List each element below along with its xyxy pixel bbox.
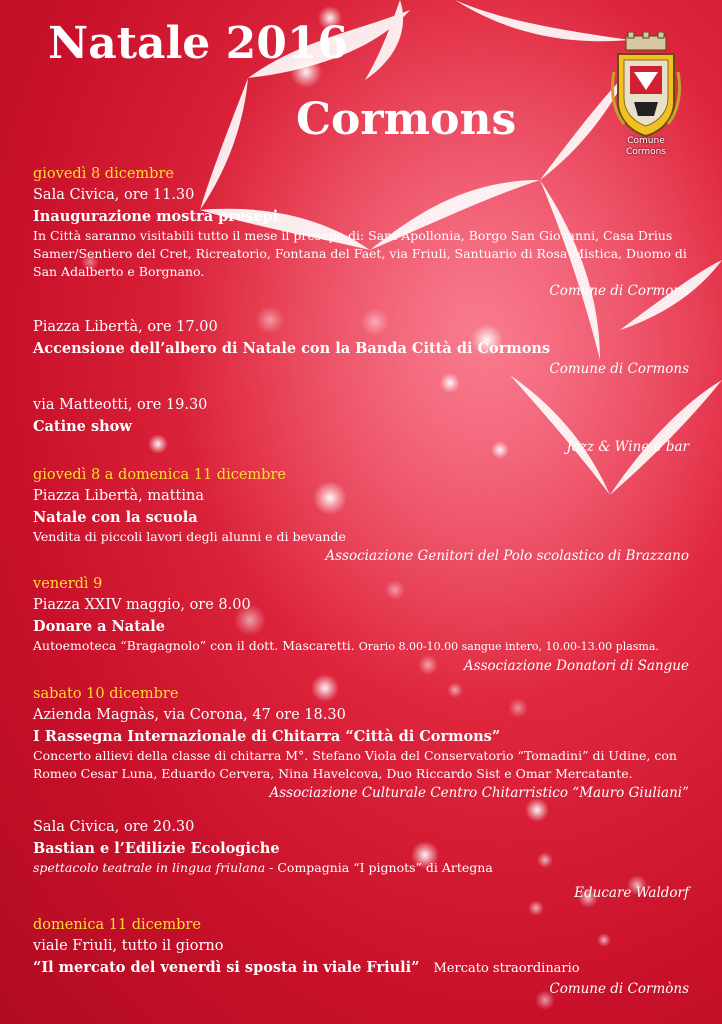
event-description-italic: spettacolo teatrale in lingua friulana: [33, 860, 266, 875]
event-item: [33, 574, 689, 676]
event-date: giovedì 8 dicembre: [33, 166, 174, 182]
event-organizer: Comune di Cormons: [549, 361, 689, 377]
event-title: Inaugurazione mostra presepi: [33, 208, 279, 225]
event-item: [33, 684, 689, 803]
event-organizer: Comune di Cormòns: [549, 981, 689, 997]
event-organizer: Associazione Genitori del Polo scolastico di Brazzano: [325, 548, 689, 564]
crest-label: Comune Cormons: [626, 136, 666, 157]
event-list: [33, 164, 689, 1007]
event-title: Bastian e l’Edilizie Ecologiche: [33, 840, 280, 857]
event-description: Vendita di piccoli lavori degli alunni e di bevande: [33, 529, 346, 544]
event-organizer: Educare Waldorf: [574, 885, 689, 901]
event-organizer: Associazione Culturale Centro Chitarristico “Mauro Giuliani”: [269, 785, 689, 801]
event-place: viale Friuli, tutto il giorno: [33, 938, 224, 954]
event-description-main: Autoemoteca “Bragagnolo” con il dott. Mascaretti.: [33, 638, 355, 653]
event-description: Concerto allievi della classe di chitarra M°. Stefano Viola del Conservatorio “Tomadini” di Udine, con Romeo Cesar Luna, Eduardo Cervera, Nina Havelcova, Duo Riccardo Sist e Omar Mercatante.: [33, 748, 677, 781]
event-item: [33, 465, 689, 566]
event-title: Accensione dell’albero di Natale con la Banda Città di Cormons: [33, 340, 551, 357]
event-title: “Il mercato del venerdì si sposta in viale Friuli”: [33, 959, 420, 976]
event-place: Piazza XXIV maggio, ore 8.00: [33, 597, 251, 613]
event-place: Piazza Libertà, mattina: [33, 488, 204, 504]
event-place: Sala Civica, ore 20.30: [33, 819, 195, 835]
event-item: [33, 817, 689, 903]
event-title: Donare a Natale: [33, 618, 166, 635]
event-date: domenica 11 dicembre: [33, 917, 201, 933]
event-title-extra: Mercato straordinario: [433, 961, 580, 976]
event-place: Azienda Magnàs, via Corona, 47 ore 18.30: [33, 707, 346, 723]
event-description-rest: - Compagnia “I pignots” di Artegna: [265, 860, 493, 875]
event-date: giovedì 8 a domenica 11 dicembre: [33, 467, 286, 483]
event-item: [33, 164, 689, 301]
event-description: In Città saranno visitabili tutto il mese il presepe di: Sant’Apollonia, Borgo San Giovanni, Casa Drius Samer/Sentiero del Cret, Ricreatorio, Fontana del Faet, via Friuli, Santuario di Rosa Mistica, Duomo di San Adalberto e Borgnano.: [33, 228, 687, 279]
event-title: I Rassegna Internazionale di Chitarra “Città di Cormons”: [33, 728, 501, 745]
event-place: Piazza Libertà, ore 17.00: [33, 319, 218, 335]
event-title: Catine show: [33, 418, 132, 435]
event-item: [33, 915, 689, 999]
event-title-row: [33, 957, 689, 979]
event-title: Natale con la scuola: [33, 509, 198, 526]
event-organizer: Jazz & Wine e bar: [566, 439, 689, 455]
page-title-year: Natale 2016: [48, 18, 349, 69]
event-item: [33, 317, 689, 379]
event-description: [33, 637, 689, 656]
event-organizer: Associazione Donatori di Sangue: [463, 658, 689, 674]
event-place: via Matteotti, ore 19.30: [33, 397, 208, 413]
event-place: Sala Civica, ore 11.30: [33, 187, 195, 203]
event-description-schedule: Orario 8.00-10.00 sangue intero, 10.00-13.00 plasma.: [358, 640, 659, 653]
event-date: venerdì 9: [33, 576, 103, 592]
page-title-town: Cormons: [296, 94, 517, 145]
event-organizer: Comune di Cormons: [549, 283, 689, 299]
event-date: sabato 10 dicembre: [33, 686, 179, 702]
event-item: [33, 395, 689, 457]
event-description: [33, 859, 689, 877]
